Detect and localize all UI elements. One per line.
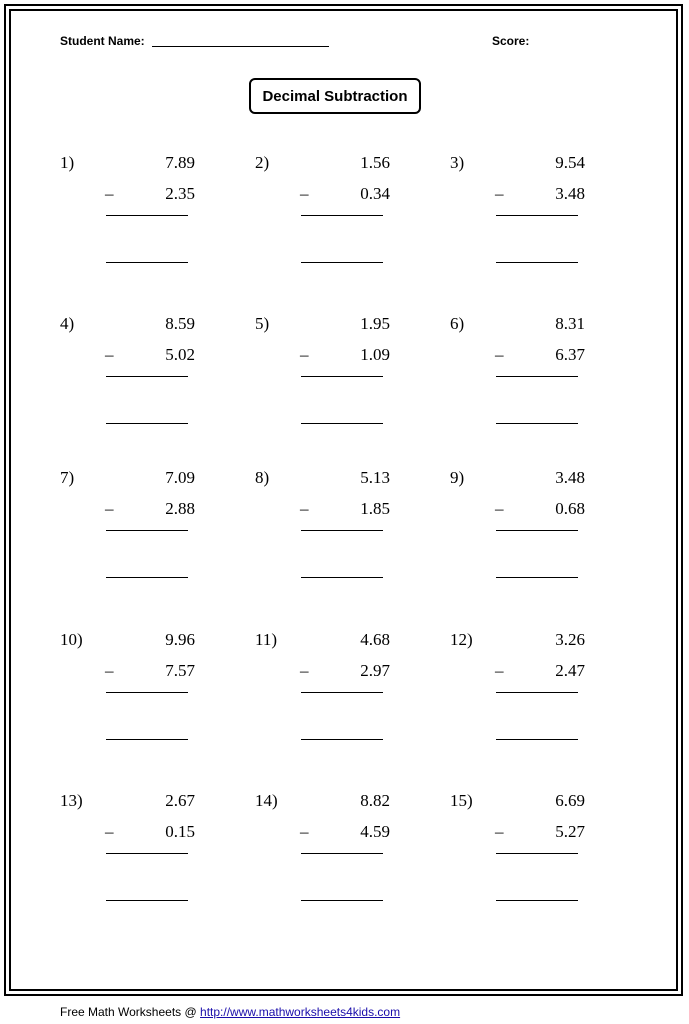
- answer-line: [106, 900, 188, 901]
- answer-line: [301, 739, 383, 740]
- answer-line: [301, 900, 383, 901]
- footer-link[interactable]: http://www.mathworksheets4kids.com: [200, 1005, 401, 1019]
- answer-line: [106, 423, 188, 424]
- minuend: 8.31: [555, 314, 585, 333]
- problem-number: 10): [60, 630, 83, 649]
- problem-item: [60, 630, 250, 770]
- problem-item: [450, 468, 640, 608]
- problem-item: [450, 153, 640, 293]
- problem-item: [450, 630, 640, 770]
- operation-line: [106, 853, 188, 854]
- problem-item: [60, 153, 250, 293]
- operation-line: [496, 853, 578, 854]
- answer-line: [496, 577, 578, 578]
- minuend: 7.09: [165, 468, 195, 487]
- minus-sign: –: [300, 661, 309, 680]
- problem-number: 1): [60, 153, 75, 172]
- subtrahend: 2.97: [360, 661, 390, 680]
- subtrahend: 4.59: [360, 822, 390, 841]
- minus-sign: –: [495, 499, 504, 518]
- operation-line: [496, 215, 578, 216]
- problem-item: [60, 468, 250, 608]
- subtrahend: 6.37: [555, 345, 585, 364]
- problem-item: [255, 153, 445, 293]
- problem-item: [255, 630, 445, 770]
- problem-item: [60, 314, 250, 454]
- problem-number: 13): [60, 791, 83, 810]
- minuend: 4.68: [360, 630, 390, 649]
- minus-sign: –: [300, 184, 309, 203]
- minuend: 3.48: [555, 468, 585, 487]
- minus-sign: –: [300, 345, 309, 364]
- problem-item: [450, 791, 640, 931]
- problem-item: [450, 314, 640, 454]
- subtrahend: 1.85: [360, 499, 390, 518]
- problem-number: 8): [255, 468, 270, 487]
- answer-line: [106, 577, 188, 578]
- operation-line: [496, 530, 578, 531]
- problem-number: 6): [450, 314, 465, 333]
- problem-number: 15): [450, 791, 473, 810]
- subtrahend: 5.27: [555, 822, 585, 841]
- answer-line: [496, 900, 578, 901]
- problem-number: 3): [450, 153, 465, 172]
- operation-line: [301, 215, 383, 216]
- minuend: 2.67: [165, 791, 195, 810]
- minus-sign: –: [105, 184, 114, 203]
- subtrahend: 0.34: [360, 184, 390, 203]
- problem-number: 14): [255, 791, 278, 810]
- subtrahend: 3.48: [555, 184, 585, 203]
- subtrahend: 2.47: [555, 661, 585, 680]
- minuend: 3.26: [555, 630, 585, 649]
- subtrahend: 0.15: [165, 822, 195, 841]
- answer-line: [301, 262, 383, 263]
- score-label: Score:: [492, 34, 530, 48]
- problem-number: 2): [255, 153, 270, 172]
- answer-line: [496, 262, 578, 263]
- minus-sign: –: [105, 499, 114, 518]
- subtrahend: 7.57: [165, 661, 195, 680]
- minuend: 5.13: [360, 468, 390, 487]
- operation-line: [496, 376, 578, 377]
- minus-sign: –: [495, 345, 504, 364]
- answer-line: [301, 423, 383, 424]
- worksheet-title: Decimal Subtraction: [249, 78, 421, 114]
- minus-sign: –: [105, 345, 114, 364]
- problem-number: 9): [450, 468, 465, 487]
- subtrahend: 1.09: [360, 345, 390, 364]
- minus-sign: –: [495, 661, 504, 680]
- problem-item: [255, 314, 445, 454]
- operation-line: [106, 376, 188, 377]
- operation-line: [301, 692, 383, 693]
- problem-number: 12): [450, 630, 473, 649]
- minuend: 6.69: [555, 791, 585, 810]
- footer: [60, 1004, 400, 1020]
- subtrahend: 0.68: [555, 499, 585, 518]
- problem-item: [60, 791, 250, 931]
- operation-line: [301, 853, 383, 854]
- minus-sign: –: [105, 661, 114, 680]
- answer-line: [301, 577, 383, 578]
- operation-line: [301, 530, 383, 531]
- answer-line: [106, 739, 188, 740]
- answer-line: [106, 262, 188, 263]
- answer-line: [496, 739, 578, 740]
- problem-number: 5): [255, 314, 270, 333]
- minuend: 8.82: [360, 791, 390, 810]
- minus-sign: –: [300, 822, 309, 841]
- subtrahend: 2.88: [165, 499, 195, 518]
- subtrahend: 5.02: [165, 345, 195, 364]
- minuend: 8.59: [165, 314, 195, 333]
- problem-item: [255, 791, 445, 931]
- student-name-label: Student Name:: [60, 34, 145, 48]
- problem-item: [255, 468, 445, 608]
- problem-number: 7): [60, 468, 75, 487]
- operation-line: [106, 692, 188, 693]
- answer-line: [496, 423, 578, 424]
- minuend: 1.95: [360, 314, 390, 333]
- minus-sign: –: [495, 184, 504, 203]
- minus-sign: –: [300, 499, 309, 518]
- operation-line: [106, 215, 188, 216]
- minus-sign: –: [105, 822, 114, 841]
- student-name-line: [152, 46, 329, 47]
- minuend: 7.89: [165, 153, 195, 172]
- operation-line: [496, 692, 578, 693]
- minuend: 1.56: [360, 153, 390, 172]
- minus-sign: –: [495, 822, 504, 841]
- subtrahend: 2.35: [165, 184, 195, 203]
- minuend: 9.96: [165, 630, 195, 649]
- operation-line: [301, 376, 383, 377]
- minuend: 9.54: [555, 153, 585, 172]
- operation-line: [106, 530, 188, 531]
- problem-number: 4): [60, 314, 75, 333]
- footer-text: Free Math Worksheets @: [60, 1005, 201, 1019]
- problem-number: 11): [255, 630, 278, 649]
